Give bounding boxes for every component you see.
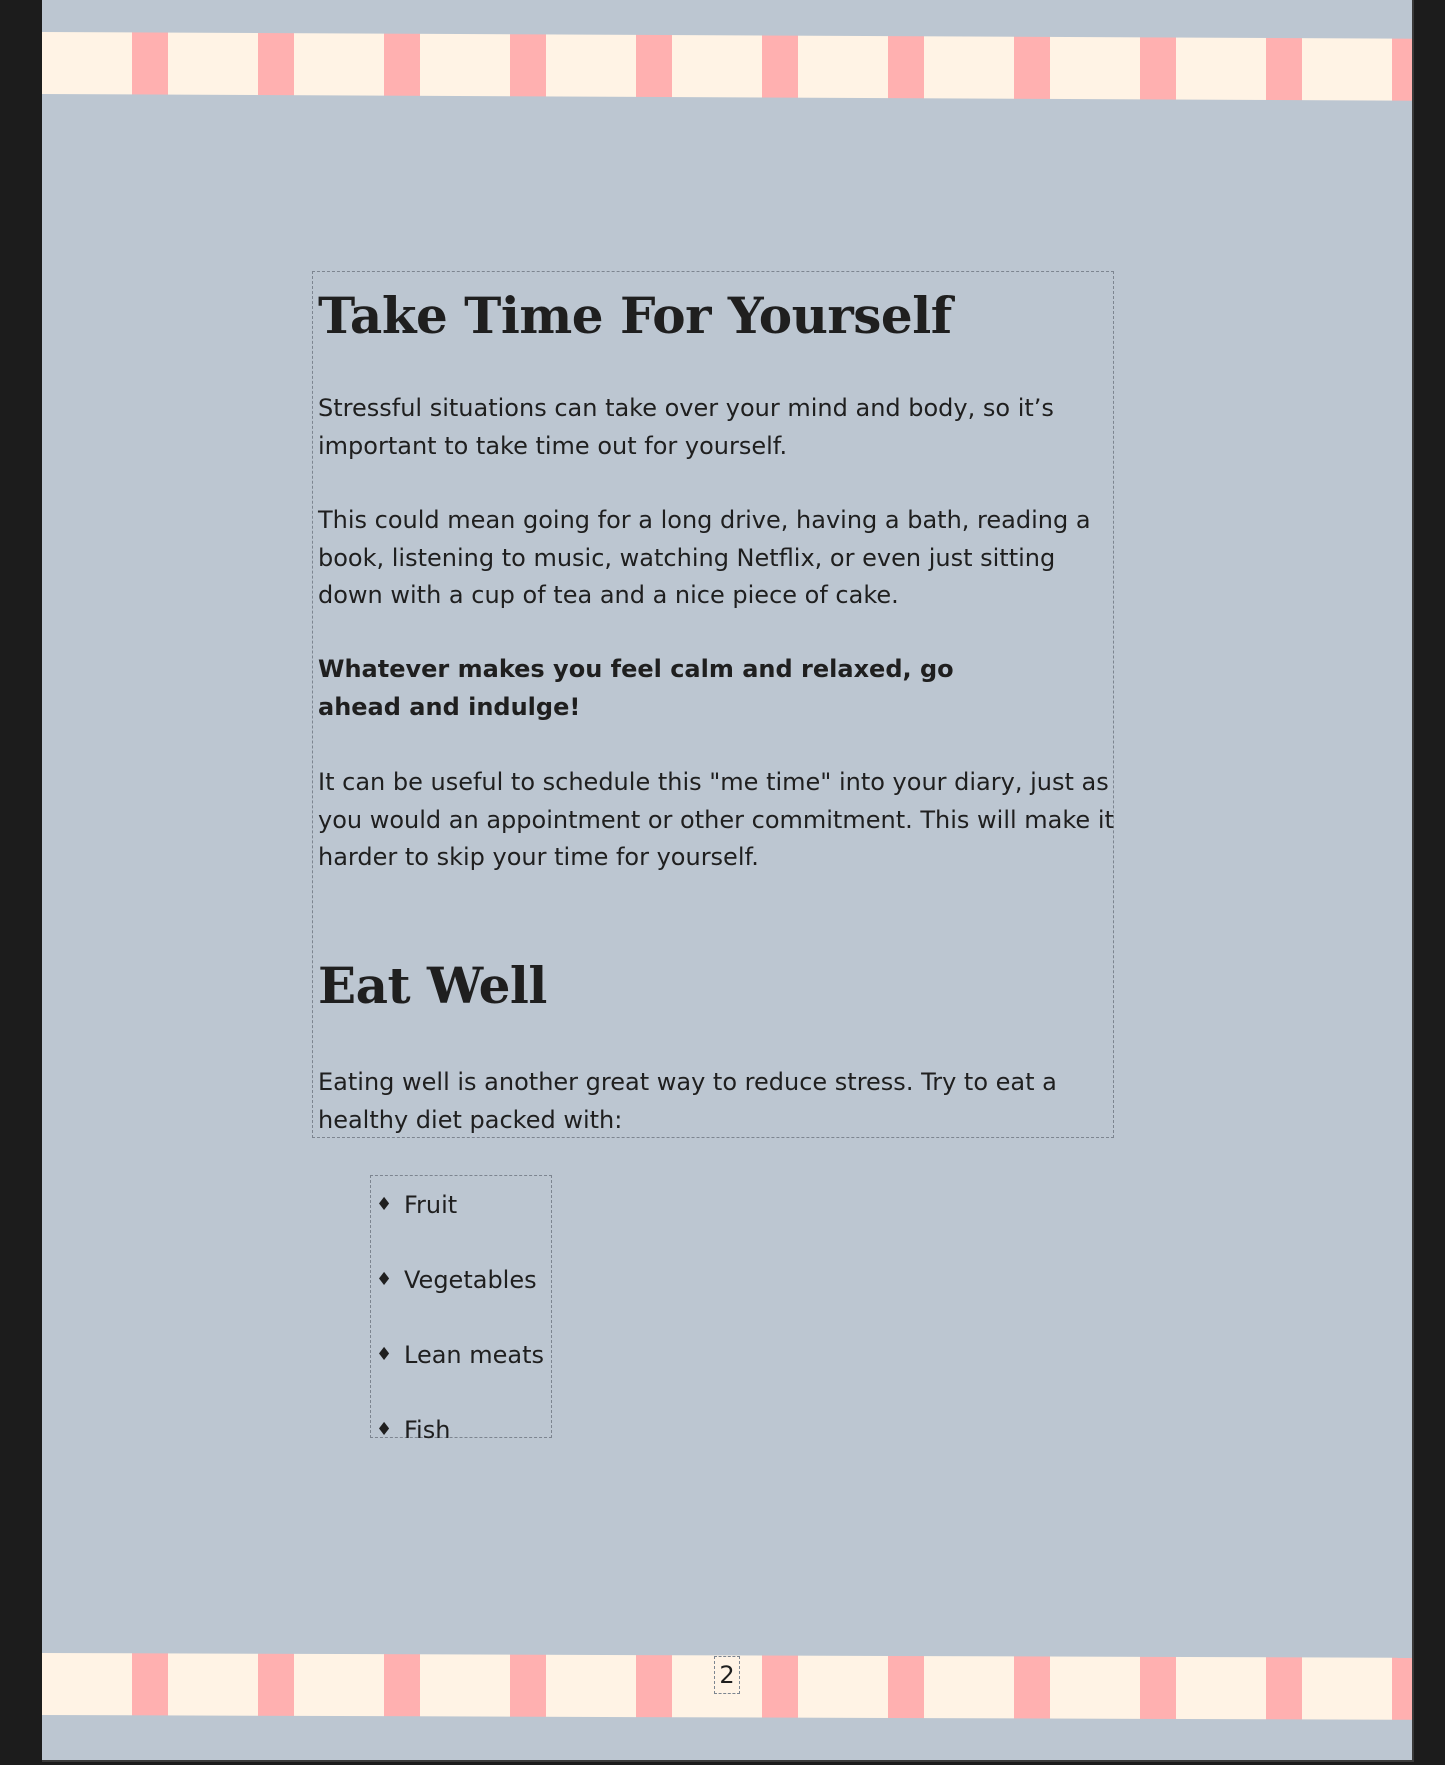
heading-eat-well: Eat Well <box>318 956 547 1015</box>
diamond-bullet-icon: ♦ <box>376 1269 393 1290</box>
top-decorative-stripe <box>42 32 1412 101</box>
list-item <box>376 1410 450 1450</box>
diamond-bullet-icon: ♦ <box>376 1419 393 1440</box>
document-page <box>42 0 1414 1762</box>
page-number[interactable]: 2 <box>714 1656 740 1694</box>
paragraph-schedule: It can be useful to schedule this "me time" into your diary, just as you would an appointment or other commitment. This will make it harder to skip your time for yourself. <box>318 768 1114 871</box>
diamond-bullet-icon: ♦ <box>376 1344 393 1365</box>
list-item <box>376 1335 544 1375</box>
heading-take-time: Take Time For Yourself <box>318 286 952 345</box>
list-item <box>376 1260 537 1300</box>
paragraph-bold-indulge: Whatever makes you feel calm and relaxed, go ahead and indulge! <box>318 655 954 721</box>
paragraph-eat-well: Eating well is another great way to reduce stress. Try to eat a healthy diet packed with: <box>318 1068 1057 1134</box>
list-item <box>376 1185 457 1225</box>
list-item-label: Lean meats <box>404 1341 545 1369</box>
diamond-bullet-icon: ♦ <box>376 1194 393 1215</box>
paragraph-examples: This could mean going for a long drive, having a bath, reading a book, listening to music, watching Netflix, or even just sitting down with a cup of tea and a nice piece of cake. <box>318 506 1091 609</box>
paragraph-intro: Stressful situations can take over your mind and body, so it’s important to take time out for yourself. <box>318 394 1054 460</box>
list-item-label: Fruit <box>404 1191 458 1219</box>
list-item-label: Vegetables <box>404 1266 537 1294</box>
list-item-label: Fish <box>404 1416 451 1444</box>
